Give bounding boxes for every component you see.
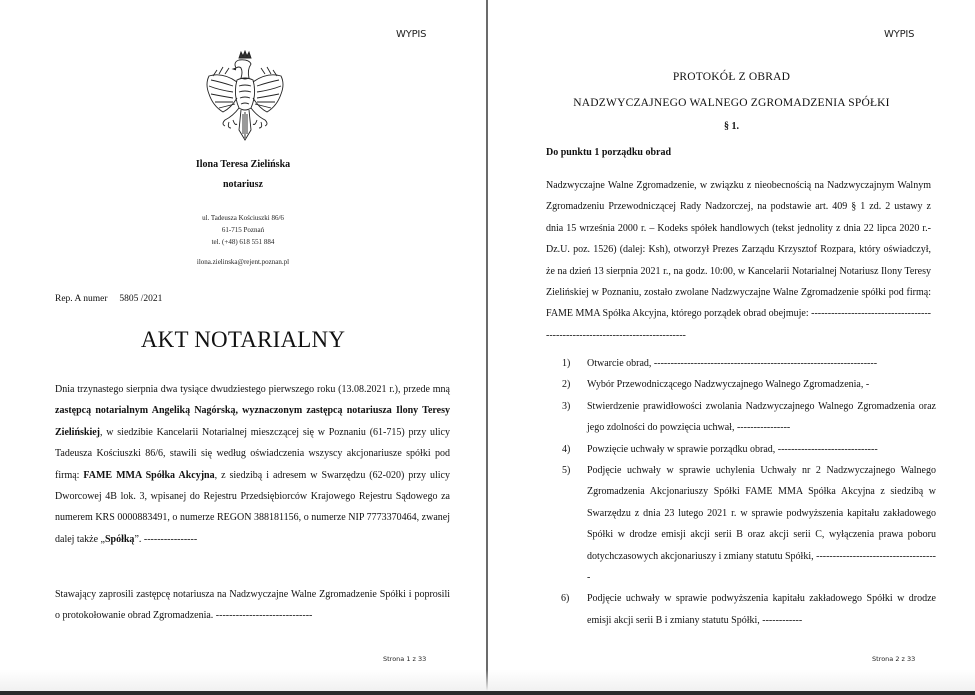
text-run: , z siedzibą i adresem w Swarzędzu (62-020) przy ulicy Dworcowej 4B lok. 3, wpisanej do Rejestru Przedsiębiorców Krajowego Rejestru Sądowego za numerem KRS 0000883491, o numerze REGON 388181156, o numerze NIP 7773370464, zwanej dalej także „ xyxy=(55,469,450,545)
agenda-item-text: Podjęcie uchwały w sprawie podwyższenia kapitału zakładowego Spółki w drodze emisji akcji serii B i zmiany statutu Spółki, ------------ xyxy=(587,593,936,626)
bold-text-run: zastępcą notarialnym Angeliką Nagórską, wyznaczonym zastępcą notariusza Ilony Teresy Zielińskiej xyxy=(55,405,450,438)
header-label: WYPIS xyxy=(884,29,915,40)
second-paragraph: Stawający zaprosili zastępcę notariusza na Nadzwyczajne Walne Zgromadzenie Spółki i poprosili o protokołowanie obrad Zgromadzenia. ----------------------------- xyxy=(55,589,450,622)
agenda-item xyxy=(562,460,936,588)
header-label: WYPIS xyxy=(396,29,427,40)
agenda-item-number: 4) xyxy=(562,443,571,455)
agenda-item-text: Powzięcie uchwały w sprawie porządku obrad, ------------------------------ xyxy=(587,443,878,455)
agenda-item xyxy=(562,396,936,439)
agenda-item-text: Podjęcie uchwały w sprawie uchylenia Uchwały nr 2 Nadzwyczajnego Walnego Zgromadzenia Akcjonariuszy Spółki FAME MMA Spółka Akcyjna z siedzibą w Swarzędzu z dnia 23 lutego 2021 r. w sprawie podwyższenia kapitału zakładowego Spółki w drodze emisji akcji serii B oraz akcji serii C, wyłączenia prawa poboru dotychczasowych akcjonariuszy i zmiany statutu Spółki, ------------------------------------- xyxy=(587,465,936,584)
document-title: AKT NOTARIALNY xyxy=(140,327,346,352)
address-city: 61-715 Poznań xyxy=(221,226,265,234)
text-run: Dnia trzynastego sierpnia dwa tysiące dwudziestego pierwszego roku (13.08.2021 r.), przede mną xyxy=(55,384,450,395)
text-run: , w siedzibie Kancelarii Notarialnej mieszczącej się w Poznaniu (61-715) przy ulicy Tadeusza Kościuszki 86/6, stawili się według oświadczenia wszyscy akcjonariusze spółki pod firmą: xyxy=(55,426,450,481)
protocol-title-line1: PROTOKÓŁ Z OBRAD xyxy=(672,71,791,83)
agenda-item-number: 2) xyxy=(562,379,571,391)
repertory-number xyxy=(55,294,162,304)
polish-eagle-emblem-icon xyxy=(203,50,287,143)
email-address: ilona.zielinska@rejent.poznan.pl xyxy=(196,258,290,266)
agenda-item-number: 3) xyxy=(562,400,571,412)
notary-title: notariusz xyxy=(223,179,263,190)
document-page-2 xyxy=(488,0,975,691)
agenda-list xyxy=(562,353,936,631)
viewer-bottom-edge xyxy=(0,691,975,695)
agenda-item-text: Otwarcie obrad, ------------------------------------------------------------------- xyxy=(587,358,878,369)
section-subheading: Do punktu 1 porządku obrad xyxy=(546,147,672,158)
agenda-item xyxy=(562,439,936,460)
address-street: ul. Tadeusza Kościuszki 86/6 xyxy=(202,214,284,222)
section-number: § 1. xyxy=(724,121,739,132)
bold-text-run: Spółką xyxy=(104,533,135,545)
opening-paragraph xyxy=(55,379,450,550)
document-page-1 xyxy=(0,0,486,691)
rep-value: 5805 /2021 xyxy=(119,294,163,304)
notary-name: Ilona Teresa Zielińska xyxy=(195,159,291,170)
phone-number: tel. (+48) 618 551 884 xyxy=(211,238,275,246)
agenda-item xyxy=(562,374,936,395)
agenda-item-text: Wybór Przewodniczącego Nadzwyczajnego Walnego Zgromadzenia, - xyxy=(587,379,870,391)
protocol-title-line2: NADZWYCZAJNEGO WALNEGO ZGROMADZENIA SPÓŁKI xyxy=(573,97,890,109)
agenda-item xyxy=(562,353,936,374)
agenda-item-text: Stwierdzenie prawidłowości zwolania Nadzwyczajnego Walnego Zgromadzenia oraz jego zdolności do powzięcia uchwał, ---------------- xyxy=(587,400,936,434)
protocol-paragraph: Nadzwyczajne Walne Zgromadzenie, w związku z nieobecnością na Nadzwyczajnym Walnym Zgromadzeniu Przewodniczącej Rady Nadzorczej, na podstawie art. 409 § 1 zd. 2 ustawy z dnia 15 września 2000 r. – Kodeks spółek handlowych (tekst jednolity z dnia 22 lipca 2020 r.- Dz.U. poz. 1526) (dalej: Ksh), otworzył Prezes Zarządu Krzysztof Rozpara, który oświadczył, że na dzień 13 sierpnia 2021 r., na godz. 10:00, w Kancelarii Notarialnej Notariusz Ilony Teresy Zielińskiej w Poznaniu, zostało zwolane Nadzwyczajne Walne Zgromadzenie spółki pod firmą: FAME MMA Spółka Akcyjna, którego porządek obrad obejmuje: ------------------------------------------------------------------------------ xyxy=(546,180,931,341)
company-name: FAME MMA Spółka Akcyjna xyxy=(83,469,215,481)
agenda-item-number: 5) xyxy=(562,465,571,477)
page-number: Strona 2 z 33 xyxy=(872,655,916,663)
agenda-item-number: 1) xyxy=(562,358,571,369)
rep-label: Rep. A numer xyxy=(55,294,108,304)
text-run: ”. ---------------- xyxy=(134,533,198,545)
agenda-item-number: 6) xyxy=(561,593,570,605)
agenda-item xyxy=(562,588,936,631)
page-number: Strona 1 z 33 xyxy=(383,655,427,663)
